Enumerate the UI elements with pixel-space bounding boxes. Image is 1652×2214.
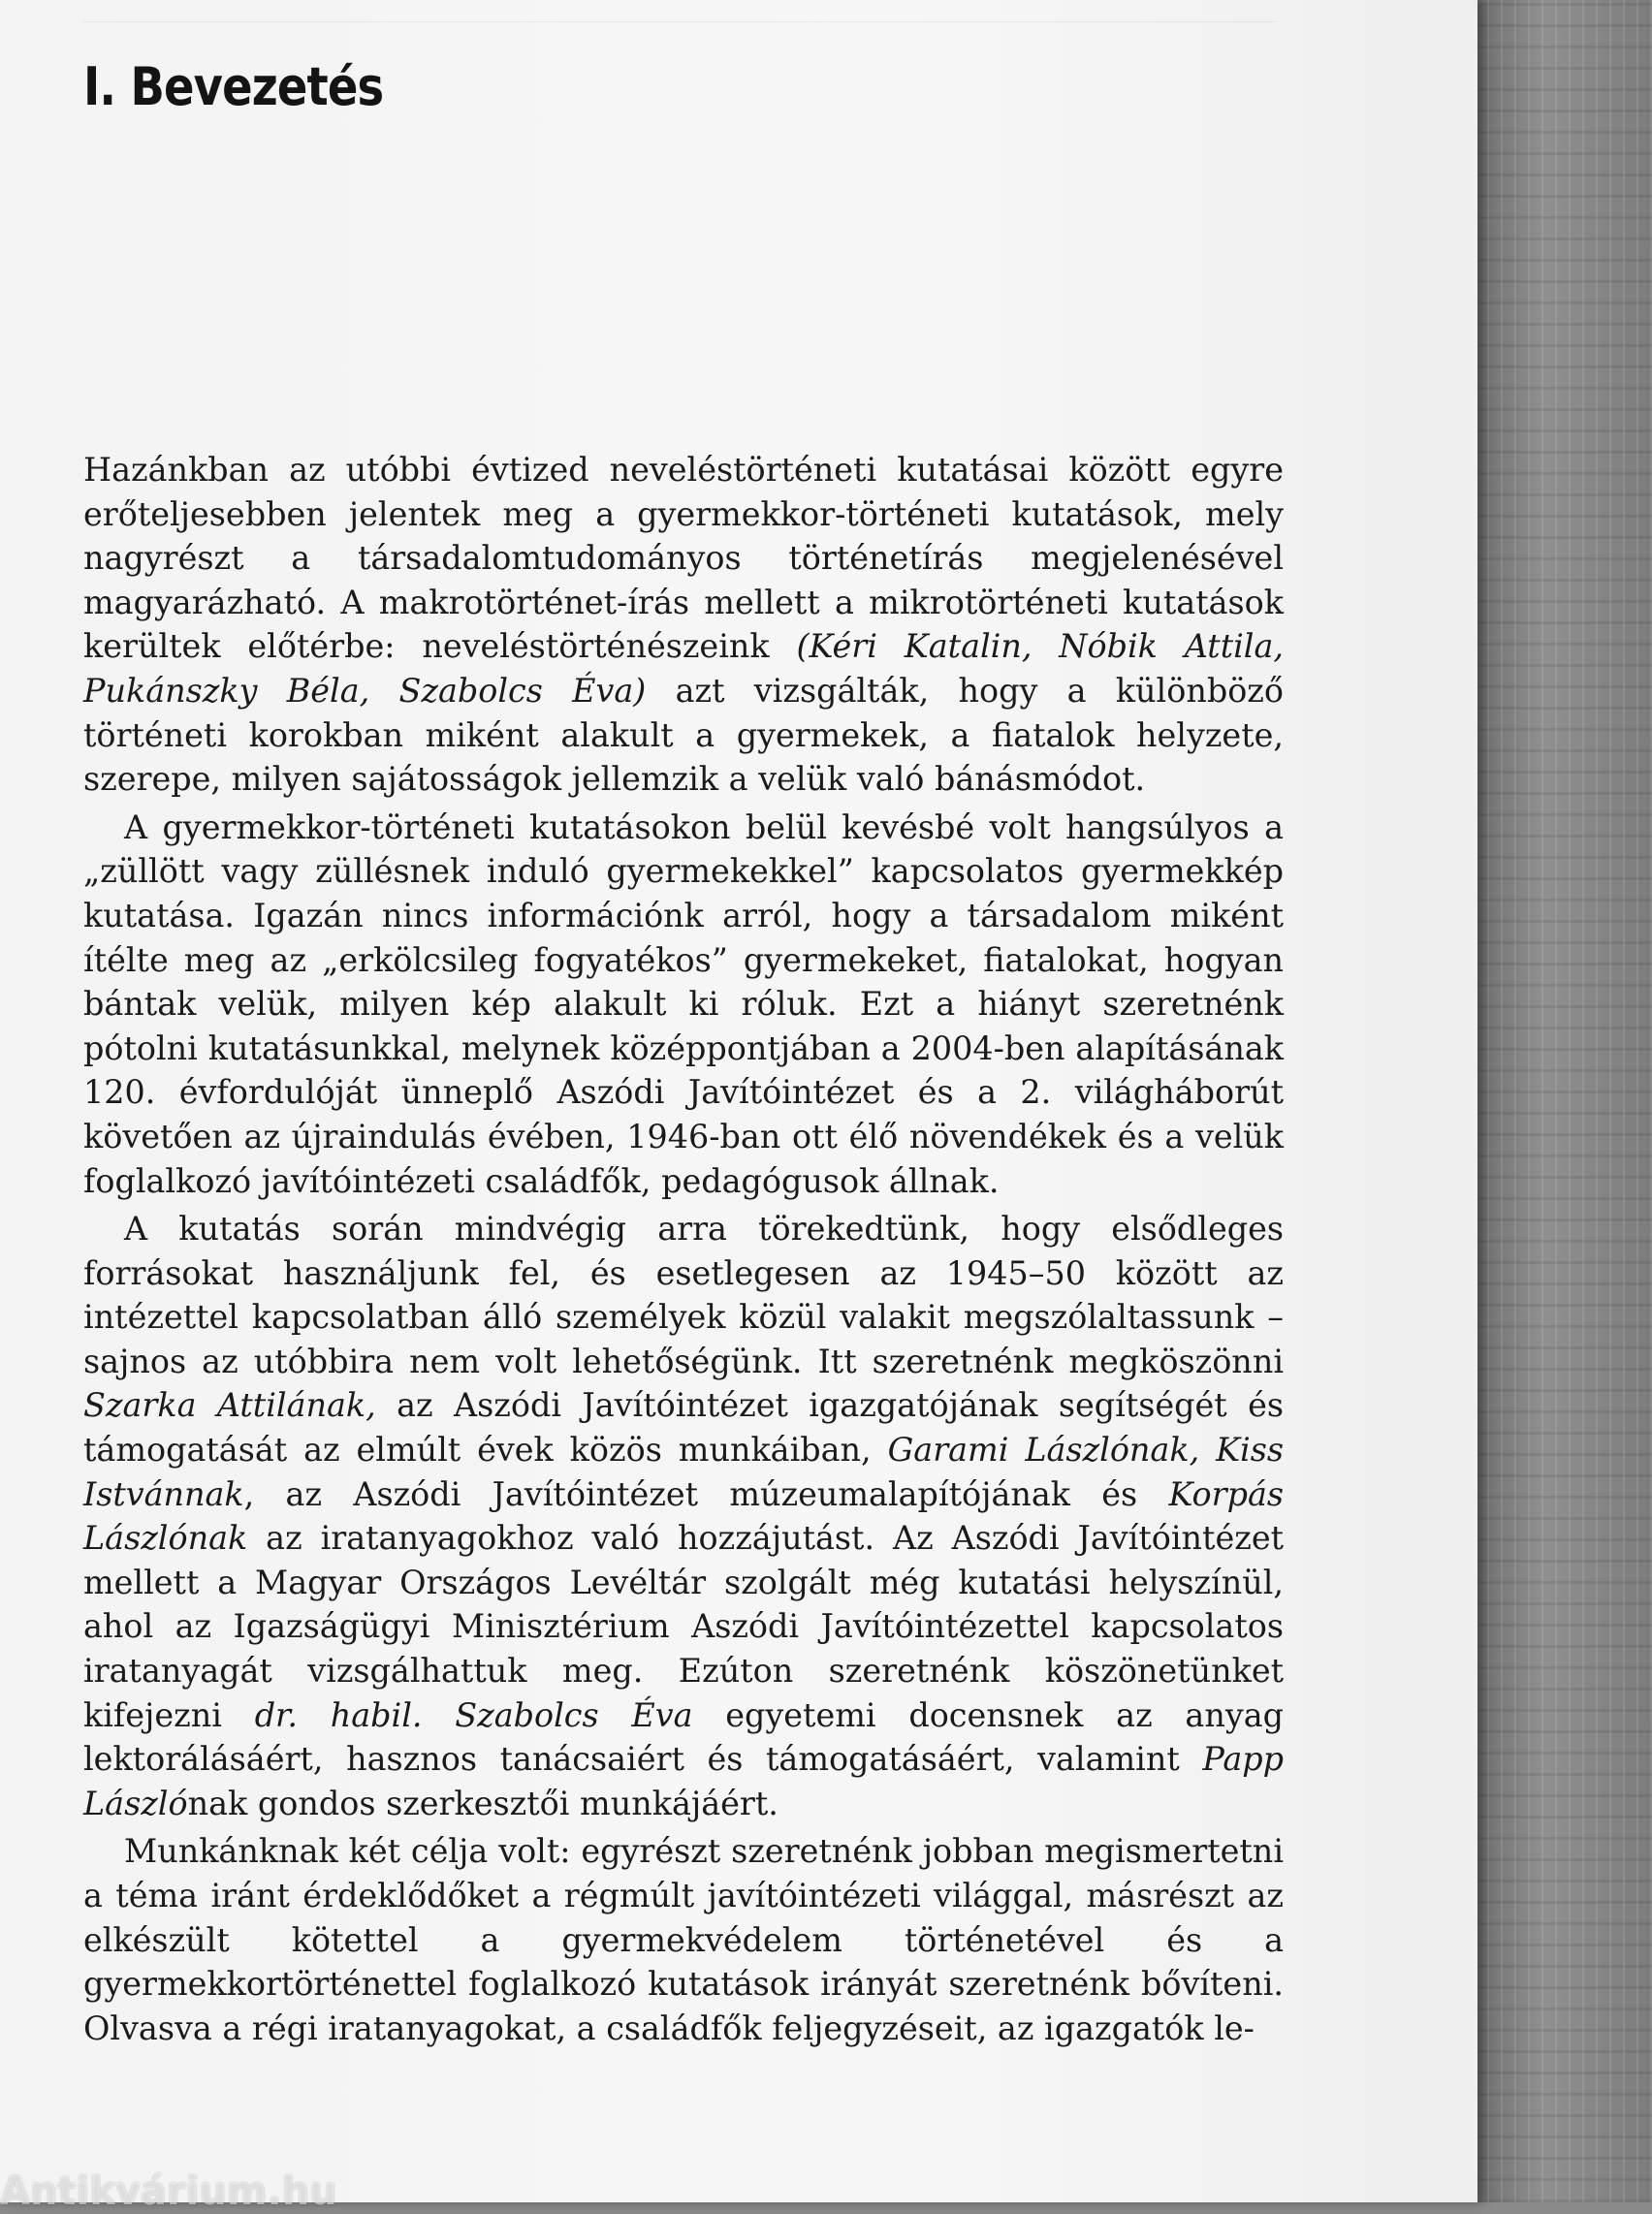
text-run: az Aszódi Javítóintézet igazgatójának segítségét és támogatását az elmúlt évek közös munkáiban, [83,1386,1284,1470]
italic-name-run: Szarka Attilának, [83,1386,376,1425]
text-run: azt vizsgálták, hogy a különböző történeti korokban miként alakult a gyermekek, a fiatalok helyzete, szerepe, milyen sajátosságok jellemzik a velük való bánásmódot. [83,671,1285,799]
italic-name-run: (Kéri Katalin, Nóbik Attila, Pukánszky Béla, Szabolcs Éva) [83,627,1284,710]
italic-name-run: Papp László [83,1740,1284,1822]
italic-name-run: Korpás Lászlónak [83,1474,1284,1558]
text-run: egyetemi docensnek az anyag lektorálásáért, hasznos tanácsaiért és támogatásáért, valamint [83,1695,1284,1779]
text-run: nak gondos szerkesztői munkájáért. [187,1784,778,1822]
text-run: A gyermekkor-történeti kutatásokon belül kevésbé volt hangsúlyos a „züllött vagy züllésnek induló gyermekekkel” kapcsolatos gyermekkép kutatása. Igazán nincs információnk arról, hogy a társadalom miként ítélte meg az „erkölcsileg fogyatékos” gyermekeket, fiatalokat, hogyan bántak velük, milyen kép alakult ki róluk. Ezt a hiányt szeretnénk pótolni kutatásunkkal, melynek középpontjában a 2004-ben alapításának 120. évfordulóját ünneplő Aszódi Javítóintézet és a 2. világháborút követően az újraindulás évében, 1946-ban ott élő növendékek és a velük foglalkozó javítóintézeti családfők, pedagógusok állnak. [83,807,1284,1200]
chapter-heading: I. Bevezetés [83,56,384,117]
background-surface [1474,0,1652,2202]
text-run: Munkánknak két célja volt: egyrészt szeretnénk jobban megismertetni a téma iránt érdeklődőket a régmúlt javítóintézeti világgal, másrészt az elkészült kötettel a gyermekvédelem történetével és a gyermekkortörténettel foglalkozó kutatások irányát szeretnénk bővíteni. Olvasva a régi iratanyagokat, a családfők feljegyzéseit, az igazgatók le- [83,1832,1284,2047]
paragraph [83,806,1284,1203]
text-run: , az Aszódi Javítóintézet múzeumalapítójának és [243,1474,1169,1513]
italic-name-run: dr. habil. Szabolcs Éva [254,1695,693,1734]
text-run: A kutatás során mindvégig arra törekedtünk, hogy elsődleges forrásokat használjunk fel, és esetlegesen az 1945–50 között az intézettel kapcsolatban álló személyek közül valakit megszólaltassunk – sajnos az utóbbira nem volt lehetőségünk. Itt szeretnénk megköszönni [83,1210,1284,1380]
paragraph [83,448,1284,802]
paragraph [83,1829,1284,2050]
page-edge-line [83,21,1276,22]
text-run: Hazánkban az utóbbi évtized neveléstörténeti kutatásai között egyre erőteljesebben jelentek meg a gyermekkor-történeti kutatások, mely nagyrészt a társadalomtudományos történetírás megjelenésével magyarázható. A makrotörténet-írás mellett a mikrotörténeti kutatások kerültek előtérbe: neveléstörténészeink [83,451,1284,666]
watermark: Antikvárium.hu [0,2169,337,2214]
text-run: az iratanyagokhoz való hozzájutást. Az Aszódi Javítóintézet mellett a Magyar Országos Levéltár szolgált még kutatási helyszínül, ahol az Igazságügyi Minisztérium Aszódi Javítóintézettel kapcsolatos iratanyagát vizsgálhattuk meg. Ezúton szeretnénk köszönetünket kifejezni [83,1519,1284,1734]
body-text [83,448,1284,2050]
italic-name-run: Garami Lászlónak, Kiss Istvánnak [83,1431,1284,1513]
paragraph [83,1207,1284,1825]
